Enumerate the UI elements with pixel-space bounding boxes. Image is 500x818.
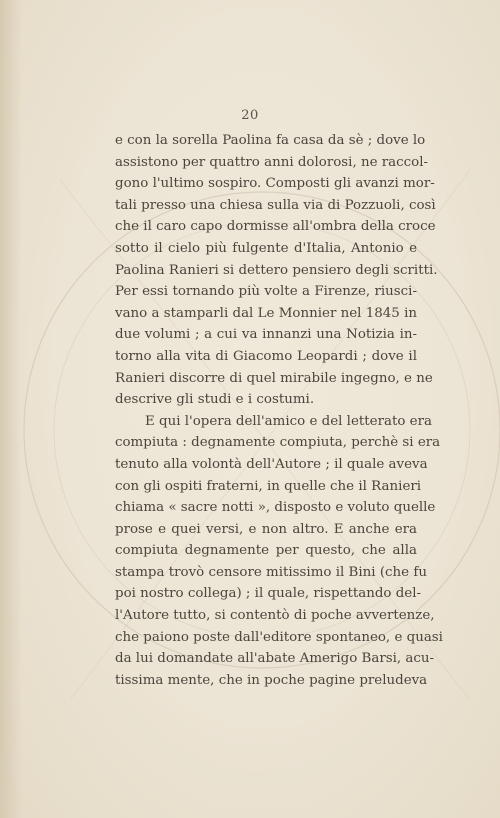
- text-line: da lui domandate all'abate Amerigo Barsi, acu-: [115, 651, 435, 667]
- text-line: che il caro capo dormisse all'ombra della croce: [115, 219, 436, 235]
- text-line: gono l'ultimo sospiro. Composti gli avanzi mor-: [115, 176, 435, 192]
- text-line: Per essi tornando più volte a Firenze, riusci-: [115, 284, 417, 300]
- body-text: [115, 130, 443, 691]
- text-line: vano a stamparli dal Le Monnier nel 1845 in: [115, 305, 417, 321]
- text-line: tenuto alla volontà dell'Autore ; il quale aveva: [115, 456, 428, 472]
- text-line: tissima mente, che in poche pagine preludeva: [115, 672, 428, 688]
- text-line: l'Autore tutto, si contentò di poche avvertenze,: [115, 608, 435, 624]
- text-line: chiama « sacre notti », disposto e voluto quelle: [115, 500, 436, 516]
- text-line: che paiono poste dall'editore spontaneo, e quasi: [115, 629, 443, 645]
- text-line: E qui l'opera dell'amico e del letterato era: [145, 413, 432, 429]
- text-line: stampa trovò censore mitissimo il Bini (che fu: [115, 564, 427, 580]
- page-number: 20: [241, 108, 259, 123]
- text-line: Ranieri discorre di quel mirabile ingegno, e ne: [115, 370, 433, 386]
- text-line: compiuta : degnamente compiuta, perchè si era: [115, 435, 441, 451]
- text-line: prose e quei versi, e non altro. E anche era: [115, 521, 417, 537]
- text-line: due volumi ; a cui va innanzi una Notizia in-: [115, 327, 417, 343]
- text-line: assistono per quattro anni dolorosi, ne raccol-: [115, 154, 429, 170]
- text-line: torno alla vita di Giacomo Leopardi ; dove il: [115, 348, 417, 364]
- text-line: tali presso una chiesa sulla via di Pozzuoli, così: [115, 197, 436, 213]
- text-line: Paolina Ranieri si dettero pensiero degli scritti.: [115, 262, 438, 278]
- text-line: descrive gli studi e i costumi.: [115, 392, 315, 408]
- text-line: e con la sorella Paolina fa casa da sè ; dove lo: [115, 133, 426, 148]
- text-line: con gli ospiti fraterni, in quelle che il Ranieri: [115, 478, 422, 494]
- text-line: poi nostro collega) ; il quale, rispettando del-: [115, 586, 422, 602]
- text-line: compiuta degnamente per questo, che alla: [115, 543, 417, 559]
- text-line: sotto il cielo più fulgente d'Italia, Antonio e: [115, 240, 417, 256]
